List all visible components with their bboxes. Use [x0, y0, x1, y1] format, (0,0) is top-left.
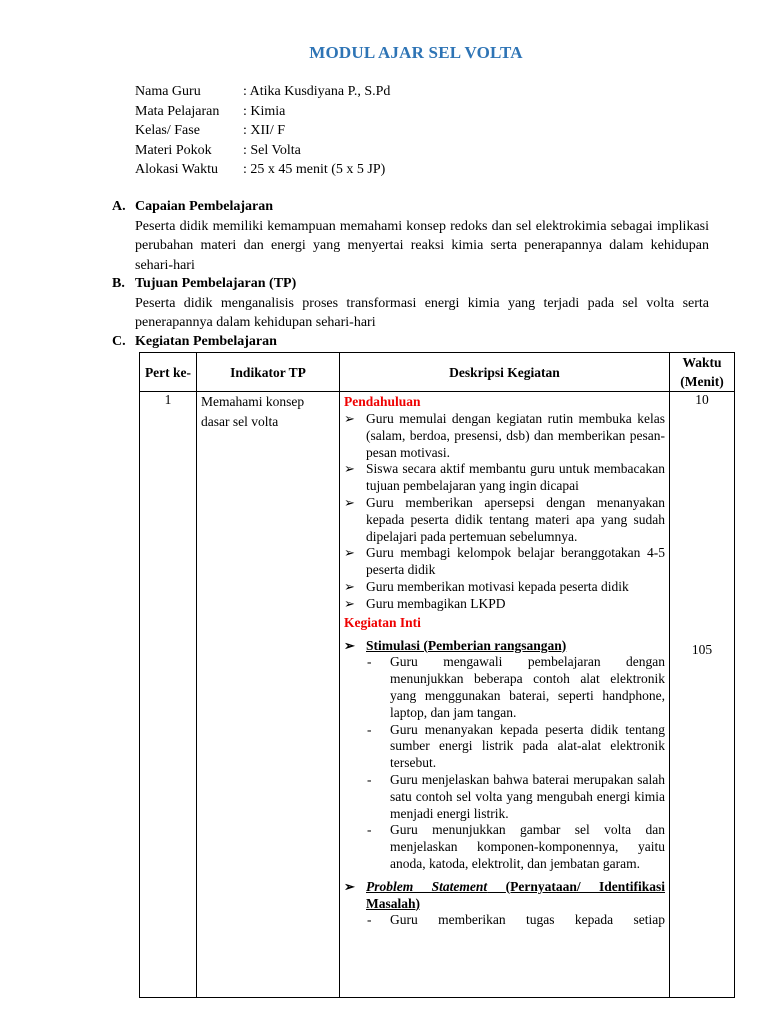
waktu-inti: 105: [691, 642, 713, 657]
table-row: [140, 392, 735, 998]
dash-bullet: -: [367, 912, 372, 928]
cell-waktu: [670, 392, 735, 998]
identity-row-time: [135, 160, 390, 180]
section-tujuan: [112, 274, 709, 333]
header-waktu: Waktu (Menit): [670, 353, 735, 392]
problem-heading: ➢ Problem Statement (Pernyataan/ Identifikasi Masalah): [344, 878, 666, 911]
identity-value: : 25 x 45 menit (5 x 5 JP): [243, 162, 386, 177]
list-item: ➢ Guru membagikan LKPD: [344, 595, 506, 611]
table-header-row: [140, 353, 735, 392]
arrow-bullet-icon: ➢: [344, 545, 355, 561]
identity-label: Mata Pelajaran: [135, 103, 220, 119]
list-item: ➢ Guru memberikan motivasi kepada peserta didik: [344, 578, 629, 594]
activity-table: [139, 352, 735, 998]
arrow-bullet-icon: ➢: [344, 595, 355, 611]
arrow-bullet-icon: ➢: [344, 578, 355, 594]
section-body: Peserta didik menganalisis proses transformasi energi kimia yang terjadi pada sel volta serta penerapannya dalam kehidupan sehari-hari: [135, 295, 709, 330]
dash-bullet: -: [367, 654, 372, 670]
dash-bullet: -: [367, 721, 372, 737]
arrow-bullet-icon: ➢: [344, 637, 355, 653]
section-kegiatan: [112, 332, 709, 352]
identity-label: Nama Guru: [135, 84, 201, 99]
arrow-bullet-icon: ➢: [344, 878, 355, 894]
list-item: ➢ Guru memberikan apersepsi dengan menanyakan kepada peserta didik tentang materi apa yang sudah dipelajari pada pertemuan sebelumnya.: [344, 494, 665, 544]
identity-block: [135, 82, 390, 180]
arrow-bullet-icon: ➢: [344, 461, 355, 477]
list-item: - Guru mengawali pembelajaran dengan menunjukkan beberapa contoh alat elektronik yang menggunakan baterai, seperti handphone, laptop, dan jam tangan.: [367, 654, 665, 720]
identity-value: : XII/ F: [243, 123, 285, 138]
list-item: ➢ Guru memulai dengan kegiatan rutin membuka kelas (salam, berdoa, presensi, dsb) dan memberikan pesan- pesan motivasi.: [344, 411, 665, 460]
identity-value: : Atika Kusdiyana P., S.Pd: [243, 84, 391, 99]
identity-value: : Kimia: [243, 103, 286, 119]
section-heading: Kegiatan Pembelajaran: [135, 334, 277, 349]
identity-row-subject: [135, 102, 390, 122]
arrow-bullet-icon: ➢: [344, 411, 355, 426]
list-item: - Guru menanyakan kepada peserta didik tentang sumber energi listrik pada alat-alat elektronik tersebut.: [367, 721, 665, 771]
waktu-pendahuluan: 10: [695, 392, 709, 407]
pendahuluan-label: Pendahuluan: [344, 394, 421, 409]
stimulasi-heading: ➢ Stimulasi (Pemberian rangsangan): [344, 637, 567, 653]
section-letter: A.: [112, 199, 126, 214]
list-item: ➢ Siswa secara aktif membantu guru untuk membacakan tujuan pembelajaran yang ingin dicapai: [344, 461, 665, 494]
header-deskripsi: Deskripsi Kegiatan: [340, 353, 670, 392]
document-title: MODUL AJAR SEL VOLTA: [309, 43, 523, 62]
section-heading: Tujuan Pembelajaran (TP): [135, 276, 297, 291]
header-pert: Pert ke-: [140, 353, 197, 392]
identity-row-class: [135, 121, 390, 141]
cell-indikator: Memahami konsep dasar sel volta: [197, 392, 340, 998]
cell-pert: 1: [140, 392, 197, 998]
identity-label: Alokasi Waktu: [135, 162, 218, 177]
section-letter: C.: [112, 334, 126, 349]
identity-row-topic: [135, 141, 390, 161]
section-letter: B.: [112, 276, 125, 291]
section-body: Peserta didik memiliki kemampuan memahami konsep redoks dan sel elektrokimia sebagai implikasi perubahan materi dan energi yang menyertai reaksi kimia serta penerapannya dalam kehidupan sehari-hari: [135, 218, 709, 273]
arrow-bullet-icon: ➢: [344, 494, 355, 510]
dash-bullet: -: [367, 771, 372, 787]
identity-row-teacher: [135, 82, 390, 102]
cell-deskripsi: [340, 392, 670, 998]
section-capaian: [112, 197, 709, 275]
list-item: - Guru menunjukkan gambar sel volta dan menjelaskan komponen-komponennya, yaitu anoda, katoda, elektrolit, dan jembatan garam.: [367, 822, 665, 871]
inti-label: Kegiatan Inti: [344, 614, 421, 630]
section-heading: Capaian Pembelajaran: [135, 199, 274, 214]
list-item: - Guru menjelaskan bahwa baterai merupakan salah satu contoh sel volta yang mengubah energi kimia menjadi energi listrik.: [367, 771, 665, 821]
identity-label: Materi Pokok: [135, 142, 212, 158]
dash-bullet: -: [367, 822, 372, 838]
identity-label: Kelas/ Fase: [135, 123, 200, 138]
list-item: ➢ Guru membagi kelompok belajar beranggotakan 4-5 peserta didik: [344, 545, 665, 578]
header-indikator: Indikator TP: [197, 353, 340, 392]
list-item: - Guru memberikan tugas kepada setiap: [367, 912, 665, 928]
identity-value: : Sel Volta: [243, 142, 301, 158]
